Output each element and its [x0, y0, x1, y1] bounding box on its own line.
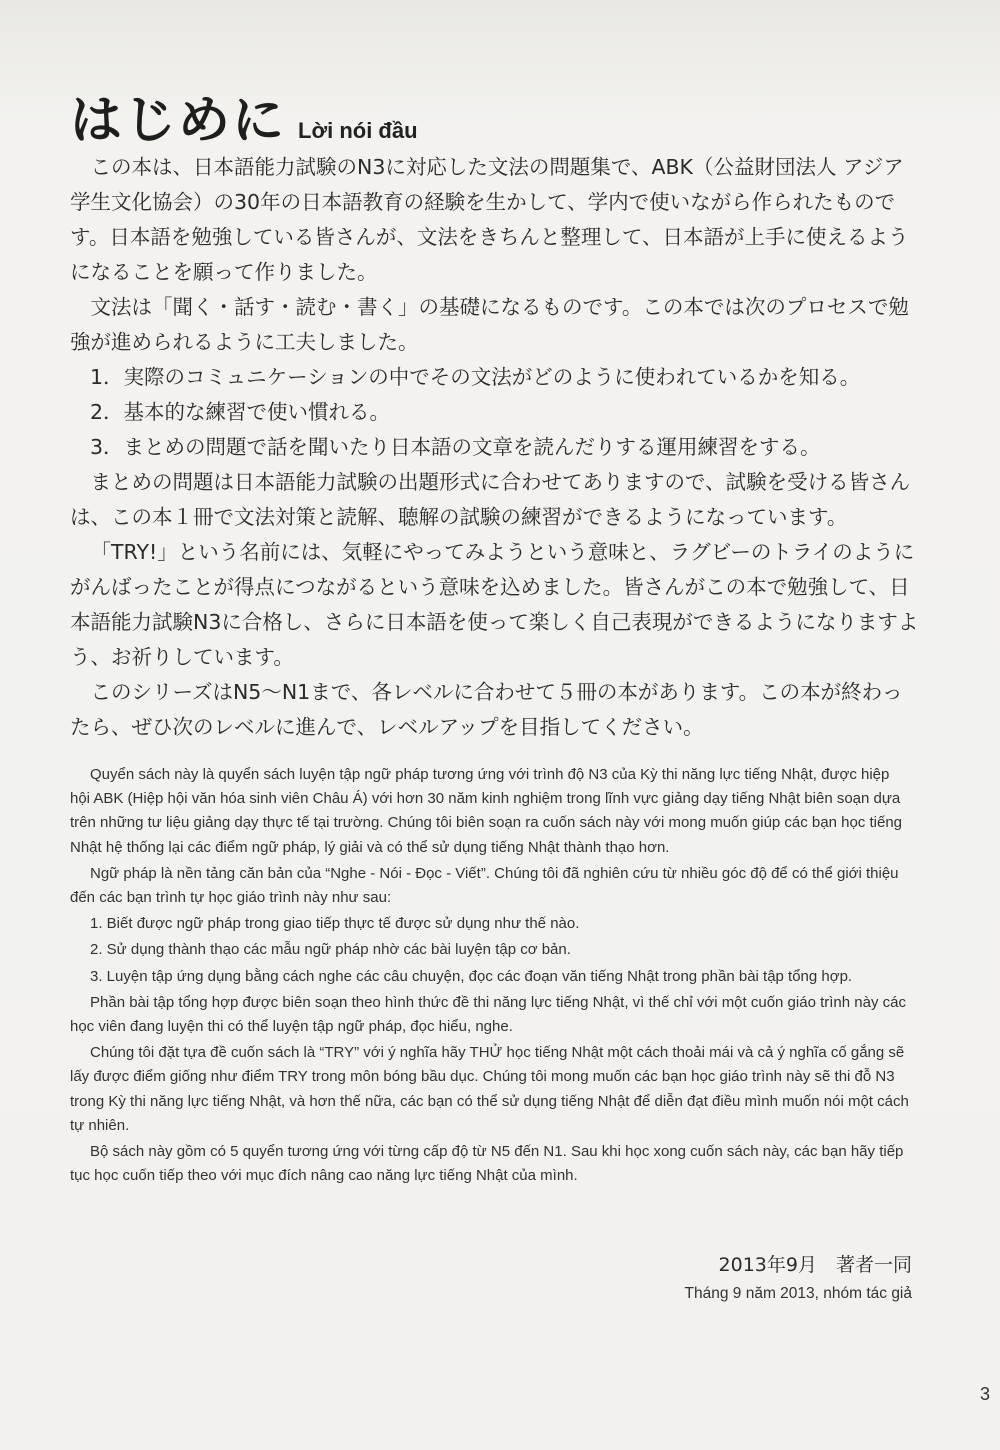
ja-list-item-2: 2．基本的な練習で使い慣れる。: [90, 400, 391, 424]
ja-paragraph-5: このシリーズはN5〜N1まで、各レベルに合わせて５冊の本があります。この本が終わったら、ぜひ次のレベルに進んで、レベルアップを目指してください。: [70, 680, 903, 739]
ja-paragraph-4: 「TRY!」という名前には、気軽にやってみようという意味と、ラグビーのトライのようにがんばったことが得点につながるという意味を込めました。皆さんがこの本で勉強して、日本語能力試験N3に合格し、さらに日本語を使って楽しく自己表現ができるようになりますよう、お祈りしています。: [70, 540, 919, 669]
ja-paragraph-1: この本は、日本語能力試験のN3に対応した文法の問題集で、ABK（公益財団法人 アジア学生文化協会）の30年の日本語教育の経験を生かして、学内で使いながら作られたものです。日本語を勉強している皆さんが、文法をきちんと整理して、日本語が上手に使えるようになることを願って作りました。: [70, 155, 909, 284]
heading-vietnamese: Lời nói đầu: [298, 118, 418, 143]
vi-paragraph-5: Bộ sách này gồm có 5 quyển tương ứng với từng cấp độ từ N5 đến N1. Sau khi học xong cuốn sách này, các bạn hãy tiếp tục học cuốn tiếp theo với mục đích nâng cao năng lực tiếng Nhật của mình.: [70, 1143, 904, 1185]
vi-paragraph-2: Ngữ pháp là nền tảng căn bản của “Nghe - Nói - Đọc - Viết”. Chúng tôi đã nghiên cứu từ nhiều góc độ để có thể giới thiệu đến các bạn trình tự học giáo trình này như sau:: [70, 864, 899, 907]
signature-vietnamese: Tháng 9 năm 2013, nhóm tác giả: [684, 1285, 912, 1302]
ja-paragraph-2: 文法は「聞く・話す・読む・書く」の基礎になるものです。この本では次のプロセスで勉強が進められるように工夫しました。: [70, 295, 909, 354]
vi-list-item-2: 2. Sử dụng thành thạo các mẫu ngữ pháp nhờ các bài luyện tập cơ bản.: [90, 941, 571, 959]
page-heading: [70, 78, 418, 153]
vietnamese-preface: [70, 763, 910, 1190]
vi-paragraph-1: Quyển sách này là quyển sách luyện tập ngữ pháp tương ứng với trình độ N3 của Kỳ thi năng lực tiếng Nhật, được hiệp hội ABK (Hiệp hội văn hóa sinh viên Châu Á) với hơn 30 năm kinh nghiệm trong lĩnh vực giảng dạy tiếng Nhật biên soạn dựa trên những tư liệu giảng dạy thực tế tại trường. Chúng tôi biên soạn ra cuốn sách này với mong muốn giúp các bạn học tiếng Nhật hệ thống lại các điểm ngữ pháp, lý giải và có thể sử dụng tiếng Nhật thành thạo hơn.: [70, 766, 903, 856]
vi-paragraph-4: Chúng tôi đặt tựa đề cuốn sách là “TRY” với ý nghĩa hãy THỬ học tiếng Nhật một cách thoải mái và cả ý nghĩa cố gắng sẽ lấy được điểm giống như điểm TRY trong môn bóng bầu dục. Chúng tôi mong muốn các bạn học giáo trình này sẽ thi đỗ N3 trong Kỳ thi năng lực tiếng Nhật, và hơn thế nữa, các bạn có thể sử dụng tiếng Nhật để diễn đạt điều mình muốn nói một cách tự nhiên.: [70, 1044, 909, 1134]
ja-paragraph-3: まとめの問題は日本語能力試験の出題形式に合わせてありますので、試験を受ける皆さんは、この本１冊で文法対策と読解、聴解の試験の練習ができるようになっています。: [70, 470, 911, 529]
vi-list-item-3: 3. Luyện tập ứng dụng bằng cách nghe các câu chuyện, đọc các đoạn văn tiếng Nhật trong phần bài tập tổng hợp.: [90, 967, 853, 985]
vi-list-item-1: 1. Biết được ngữ pháp trong giao tiếp thực tế được sử dụng như thế nào.: [90, 915, 580, 933]
ja-list-item-3: 3．まとめの問題で話を聞いたり日本語の文章を読んだりする運用練習をする。: [90, 435, 821, 459]
vi-paragraph-3: Phần bài tập tổng hợp được biên soạn theo hình thức đề thi năng lực tiếng Nhật, vì thế chỉ với một cuốn giáo trình này các học viên đang luyện thi có thể luyện tập ngữ pháp, đọc hiểu, nghe.: [70, 993, 906, 1036]
signature-block: [685, 1250, 912, 1303]
signature-japanese: 2013年9月 著者一同: [718, 1254, 912, 1276]
page-number: 3: [979, 1384, 990, 1404]
ja-list-item-1: 1．実際のコミュニケーションの中でその文法がどのように使われているかを知る。: [90, 365, 861, 389]
japanese-preface: [70, 150, 920, 745]
heading-japanese: はじめに: [70, 91, 287, 151]
